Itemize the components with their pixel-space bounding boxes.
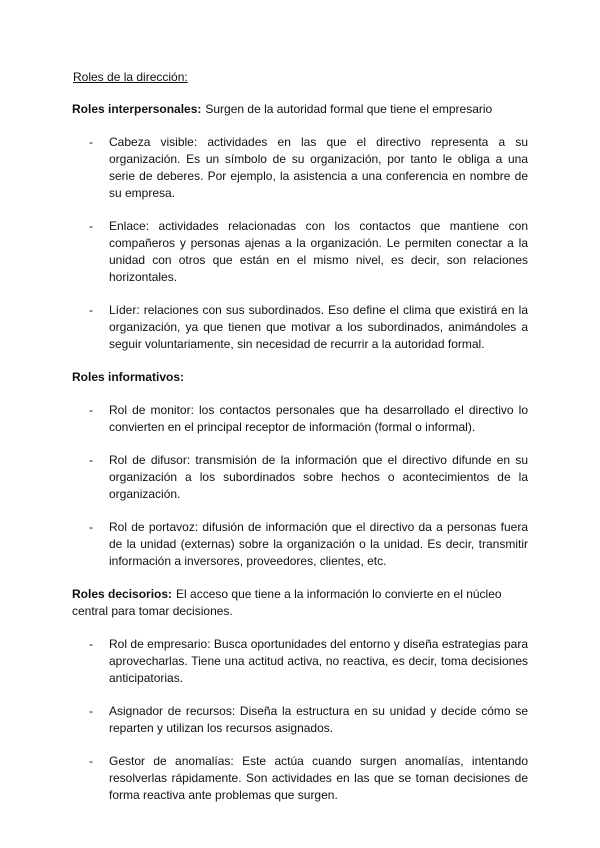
list-item-text: Enlace: actividades relacionadas con los contactos que mantiene con compañeros y personas ajenas a la organización. Le permiten conectar a la unidad con otros que están en el mismo nivel, es decir, son relaciones horizontales.: [109, 219, 528, 284]
section-heading-decisorios: [72, 586, 528, 620]
bullet-dash: -: [89, 303, 93, 317]
list-item-text: Rol de difusor: transmisión de la información que el directivo difunde en su organización a los subordinados sobre hechos o acontecimientos de la organización.: [109, 453, 528, 501]
bullet-dash: -: [89, 754, 93, 768]
bullet-dash: -: [89, 219, 93, 233]
list-item-text: Asignador de recursos: Diseña la estructura en su unidad y decide cómo se reparten y utilizan los recursos asignados.: [109, 704, 528, 735]
bullet-dash: -: [89, 520, 93, 534]
list-item-text: Rol de portavoz: difusión de información que el directivo da a personas fuera de la unidad (externas) sobre la organización o la unidad. Es decir, transmitir información a inversores, proveedores, clientes, etc.: [109, 520, 528, 568]
list-item: [72, 703, 528, 737]
list-item: [72, 134, 528, 202]
section-title: Roles decisorios:: [72, 587, 173, 601]
section-intro-text: Surgen de la autoridad formal que tiene el empresario: [205, 102, 493, 116]
list-item: [72, 218, 528, 286]
document-title: Roles de la dirección:: [73, 70, 188, 84]
section-title: Roles informativos:: [72, 370, 185, 384]
list-item-text: Gestor de anomalías: Este actúa cuando surgen anomalías, intentando resolverlas rápidamente. Son actividades en las que se toman decisiones de forma reactiva ante problemas que surgen.: [109, 754, 528, 802]
list-item-text: Rol de empresario: Busca oportunidades del entorno y diseña estrategias para aprovecharlas. Tiene una actitud activa, no reactiva, es decir, toma decisiones anticipatorias.: [109, 637, 528, 685]
list-item: [72, 636, 528, 687]
section-intro-text: El acceso que tiene a la información lo convierte en el núcleo central para tomar decisiones.: [72, 587, 502, 618]
item-list-informativos: [72, 402, 528, 570]
list-item: [72, 302, 528, 353]
list-item-text: Rol de monitor: los contactos personales que ha desarrollado el directivo lo convierten en el principal receptor de información (formal o informal).: [109, 403, 528, 434]
bullet-dash: -: [89, 637, 93, 651]
list-item: [72, 519, 528, 570]
bullet-dash: -: [89, 453, 93, 467]
list-item: [72, 452, 528, 503]
section-heading-interpersonales: [72, 101, 528, 118]
list-item: [72, 402, 528, 436]
bullet-dash: -: [89, 403, 93, 417]
section-heading-informativos: [72, 369, 528, 386]
list-item-text: Cabeza visible: actividades en las que el directivo representa a su organización. Es un símbolo de su organización, por tanto le obliga a una serie de deberes. Por ejemplo, la asistencia a una conferencia en nombre de su empresa.: [109, 135, 528, 200]
item-list-decisorios: [72, 636, 528, 804]
bullet-dash: -: [89, 135, 93, 149]
bullet-dash: -: [89, 704, 93, 718]
list-item-text: Líder: relaciones con sus subordinados. Eso define el clima que existirá en la organización, ya que tienen que motivar a los subordinados, animándoles a seguir voluntariamente, sin necesidad de recurrir a la autoridad formal.: [109, 303, 528, 351]
item-list-interpersonales: [72, 134, 528, 353]
list-item: [72, 753, 528, 804]
section-title: Roles interpersonales:: [72, 102, 202, 116]
